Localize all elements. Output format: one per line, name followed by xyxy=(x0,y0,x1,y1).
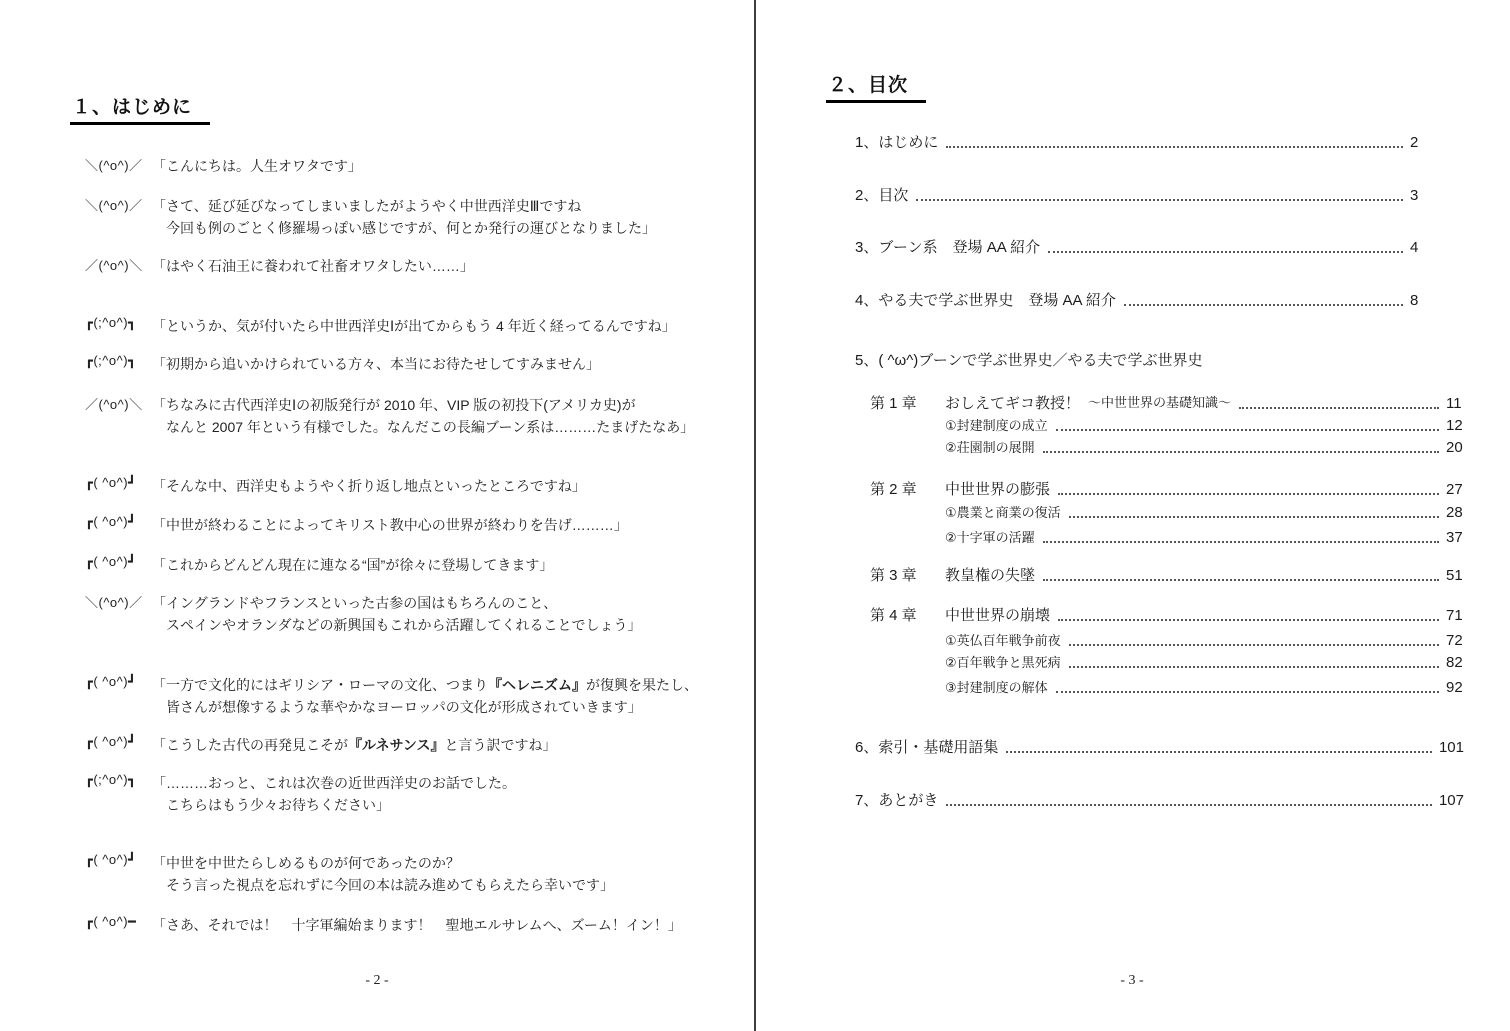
toc-subentry-page: 28 xyxy=(1446,504,1463,521)
dialogue-row xyxy=(85,914,682,936)
toc-subentry-page: 37 xyxy=(1446,529,1463,546)
kaomoji: ／(^o^)＼ xyxy=(85,397,143,412)
dialogue-line: 皆さんが想像するような華やかなヨーロッパの文化が形成されていきます」 xyxy=(166,699,642,715)
toc-chapter-title: 中世世界の膨張 xyxy=(945,481,1051,498)
kaomoji: ┏( ^o^)┛ xyxy=(85,852,137,867)
dialogue-row xyxy=(85,255,474,277)
dialogue-row xyxy=(85,195,656,239)
dots-leader xyxy=(1069,644,1439,646)
toc-chapter-page: 71 xyxy=(1446,607,1463,624)
toc-chapter-title: おしえてギコ教授！ xyxy=(945,395,1081,412)
toc-entry-page: 4 xyxy=(1410,239,1419,256)
toc-entry-page: 107 xyxy=(1438,792,1464,809)
dialogue-line: 今回も例のごとく修羅場っぽい感じですが、何とか発行の運びとなりました」 xyxy=(166,220,656,236)
dialogue-line: 「というか、気が付いたら中世西洋史Ⅰが出てからもう 4 年近く経ってるんですね」 xyxy=(152,318,676,334)
toc-chapter-title: 教皇権の失墜 xyxy=(945,567,1036,584)
dialogue-row xyxy=(85,554,553,576)
dots-leader xyxy=(1069,516,1439,518)
dialogue-row xyxy=(85,394,694,438)
dots-leader xyxy=(946,146,1403,148)
dialogue-emphasis: 『ヘレニズム』 xyxy=(488,677,586,693)
dialogue-line: スペインやオランダなどの新興国もこれから活躍してくれることでしょう」 xyxy=(166,617,642,633)
toc-subentry xyxy=(945,416,1464,436)
kaomoji: ┏( ^o^)┛ xyxy=(85,475,137,490)
dots-leader xyxy=(1048,251,1403,253)
dots-leader xyxy=(1058,619,1439,621)
toc-chapter xyxy=(870,480,1464,500)
dialogue-row xyxy=(85,734,556,756)
toc-entry-label: 1、はじめに xyxy=(855,134,939,151)
dialogue-text xyxy=(152,852,614,896)
dialogue-emphasis: 『ルネサンス』 xyxy=(348,737,445,753)
dialogue-segment: と言う訳ですね」 xyxy=(444,737,557,753)
toc-entry-label: 5、( ^ω^)ブーンで学ぶ世界史／やる夫で学ぶ世界史 xyxy=(855,352,1203,369)
toc-entry-label: 7、あとがき xyxy=(855,792,939,809)
dialogue-segment: が復興を果たし、 xyxy=(586,677,698,693)
toc-entry xyxy=(855,238,1428,258)
toc-entry xyxy=(855,291,1428,311)
toc-entry-label: 3、ブーン系 登場 AA 紹介 xyxy=(855,239,1041,256)
kaomoji: ┏( ^o^)━ xyxy=(85,914,137,929)
kaomoji: ┏( ^o^)┛ xyxy=(85,514,137,529)
toc-chapter-number: 第 4 章 xyxy=(870,607,917,624)
dialogue-row xyxy=(85,772,516,816)
toc-subentry-page: 72 xyxy=(1446,632,1463,649)
toc-subentry-label: ①封建制度の成立 xyxy=(945,418,1048,433)
dialogue-row xyxy=(85,475,586,497)
dialogue-text xyxy=(152,353,600,375)
dialogue-row xyxy=(85,315,676,337)
dots-leader xyxy=(1058,493,1439,495)
dots-leader xyxy=(1043,579,1439,581)
page-number-right: - 3 - xyxy=(1120,973,1144,988)
dots-leader xyxy=(1043,541,1439,543)
kaomoji: ┏( ^o^)┛ xyxy=(85,734,137,749)
toc-entry-page: 101 xyxy=(1438,739,1464,756)
toc-subentry-page: 12 xyxy=(1446,417,1463,434)
toc-chapter-title: 中世世界の崩壊 xyxy=(945,607,1051,624)
toc-subentry-label: ③封建制度の解体 xyxy=(945,680,1048,695)
toc-subentry xyxy=(945,678,1464,698)
toc-subentry xyxy=(945,528,1464,548)
dialogue-line xyxy=(152,674,698,696)
toc-chapter xyxy=(870,393,1464,414)
dialogue-line: こちらはもう少々お待ちください」 xyxy=(166,797,390,813)
toc-chapter-page: 51 xyxy=(1446,567,1463,584)
toc-chapter-number: 第 1 章 xyxy=(870,395,917,412)
dialogue-line: 「中世を中世たらしめるものが何であったのか？ xyxy=(152,855,460,871)
toc-entry-label: 6、索引・基礎用語集 xyxy=(855,739,999,756)
dots-leader xyxy=(1124,304,1403,306)
toc-subentry xyxy=(945,503,1464,523)
kaomoji: ┏(;^o^)┓ xyxy=(85,772,137,787)
dialogue-line: 「ちなみに古代西洋史Ⅰの初版発行が 2010 年、VIP 版の初投下(アメリカ史)が xyxy=(152,397,636,413)
dialogue-line: 「初期から追いかけられている方々、本当にお待たせしてすみません」 xyxy=(152,356,600,372)
toc-subentry-label: ②百年戦争と黒死病 xyxy=(945,655,1061,670)
dialogue-line: 「はやく石油王に養われて社畜オワタしたい……」 xyxy=(152,258,474,274)
toc-chapter-number: 第 2 章 xyxy=(870,481,917,498)
toc-chapter xyxy=(870,566,1464,586)
dialogue-line: 「こんにちは。人生オワタです」 xyxy=(152,158,362,174)
dots-leader xyxy=(1006,751,1432,753)
page-toc xyxy=(756,0,1508,1031)
dialogue-line: そう言った視点を忘れずに今回の本は読み進めてもらえたら幸いです」 xyxy=(166,877,614,893)
kaomoji: ＼(^o^)／ xyxy=(85,595,143,610)
toc-entry xyxy=(855,351,1428,371)
toc-subentry xyxy=(945,653,1464,673)
dialogue-line: 「………おっと、これは次巻の近世西洋史のお話でした。 xyxy=(152,775,516,791)
toc-entry xyxy=(855,133,1428,153)
dialogue-text xyxy=(152,914,682,936)
page-title-intro: １、はじめに xyxy=(70,92,210,125)
toc-entry-label: 4、やる夫で学ぶ世界史 登場 AA 紹介 xyxy=(855,292,1116,309)
dialogue-text xyxy=(152,772,516,816)
toc-entry-page: 8 xyxy=(1410,292,1419,309)
dots-leader xyxy=(1043,451,1439,453)
dialogue-line: 「さあ、それでは！ 十字軍編始まります！ 聖地エルサレムへ、ズーム！イン！」 xyxy=(152,917,682,933)
dialogue-line: 「イングランドやフランスといった古参の国はもちろんのこと、 xyxy=(152,595,558,611)
toc-entry-page: 2 xyxy=(1410,134,1419,151)
dialogue-line: 「そんな中、西洋史もようやく折り返し地点といったところですね」 xyxy=(152,478,586,494)
dialogue-text xyxy=(152,514,628,536)
dialogue-text xyxy=(152,255,474,277)
toc-entry xyxy=(855,738,1464,758)
toc-subentry-label: ①農業と商業の復活 xyxy=(945,505,1061,520)
kaomoji: ／(^o^)＼ xyxy=(85,258,143,273)
dialogue-row xyxy=(85,353,600,375)
toc-entry xyxy=(855,186,1428,206)
dialogue-text xyxy=(152,554,553,576)
toc-subentry-page: 92 xyxy=(1446,679,1463,696)
toc-subentry-label: ②荘園制の展開 xyxy=(945,440,1035,455)
kaomoji: ┏( ^o^)┛ xyxy=(85,554,137,569)
dots-leader xyxy=(1056,691,1439,693)
kaomoji: ＼(^o^)／ xyxy=(85,198,143,213)
dots-leader xyxy=(916,199,1403,201)
toc-chapter xyxy=(870,606,1464,626)
toc-subentry xyxy=(945,631,1464,651)
dialogue-segment: 「一方で文化的にはギリシア・ローマの文化、つまり xyxy=(152,677,488,693)
dialogue-line: 「中世が終わることによってキリスト教中心の世界が終わりを告げ………」 xyxy=(152,517,628,533)
toc-entry xyxy=(855,791,1464,811)
toc-subentry-page: 82 xyxy=(1446,654,1463,671)
dialogue-text xyxy=(152,592,641,636)
dialogue-row xyxy=(85,514,628,536)
dots-leader xyxy=(1056,429,1439,431)
dialogue-segment: 「こうした古代の再発見こそが xyxy=(152,737,348,753)
kaomoji: ┏( ^o^)┛ xyxy=(85,674,137,689)
toc-entry-label: 2、目次 xyxy=(855,187,909,204)
page-number-left: - 2 - xyxy=(365,973,389,988)
toc-subentry-label: ①英仏百年戦争前夜 xyxy=(945,633,1061,648)
toc-chapter-page: 27 xyxy=(1446,481,1463,498)
toc-subentry-page: 20 xyxy=(1446,439,1463,456)
dialogue-row xyxy=(85,155,362,177)
dots-leader xyxy=(1069,666,1439,668)
dialogue-line xyxy=(152,734,556,756)
dialogue-text xyxy=(152,195,656,239)
toc-chapter-number: 第 3 章 xyxy=(870,567,917,584)
toc-chapter-page: 11 xyxy=(1446,395,1462,412)
dialogue-row xyxy=(85,592,641,636)
toc-chapter-subtitle: ～中世世界の基礎知識～ xyxy=(1088,395,1232,410)
toc-subentry xyxy=(945,438,1464,458)
dialogue-row xyxy=(85,674,698,718)
dialogue-line: なんと 2007 年という有様でした。なんだこの長編ブーン系は………たまげたなあ」 xyxy=(166,419,695,435)
dialogue-line: 「これからどんどん現在に連なる“国”が徐々に登場してきます」 xyxy=(152,557,554,573)
dialogue-text xyxy=(152,674,698,718)
kaomoji: ┏(;^o^)┓ xyxy=(85,315,137,330)
page-intro xyxy=(0,0,754,1031)
dialogue-row xyxy=(85,852,614,896)
dialogue-text xyxy=(152,394,694,438)
dots-leader xyxy=(946,804,1432,806)
dialogue-line: 「さて、延び延びなってしまいましたがようやく中世西洋史Ⅲですね xyxy=(152,198,582,214)
page-title-toc: ２、目次 xyxy=(826,70,926,103)
kaomoji: ＼(^o^)／ xyxy=(85,158,143,173)
dots-leader xyxy=(1239,407,1439,409)
dialogue-text xyxy=(152,734,556,756)
dialogue-text xyxy=(152,315,676,337)
dialogue-text xyxy=(152,155,362,177)
toc-entry-page: 3 xyxy=(1410,187,1419,204)
kaomoji: ┏(;^o^)┓ xyxy=(85,353,137,368)
toc-subentry-label: ②十字軍の活躍 xyxy=(945,530,1035,545)
dialogue-text xyxy=(152,475,586,497)
